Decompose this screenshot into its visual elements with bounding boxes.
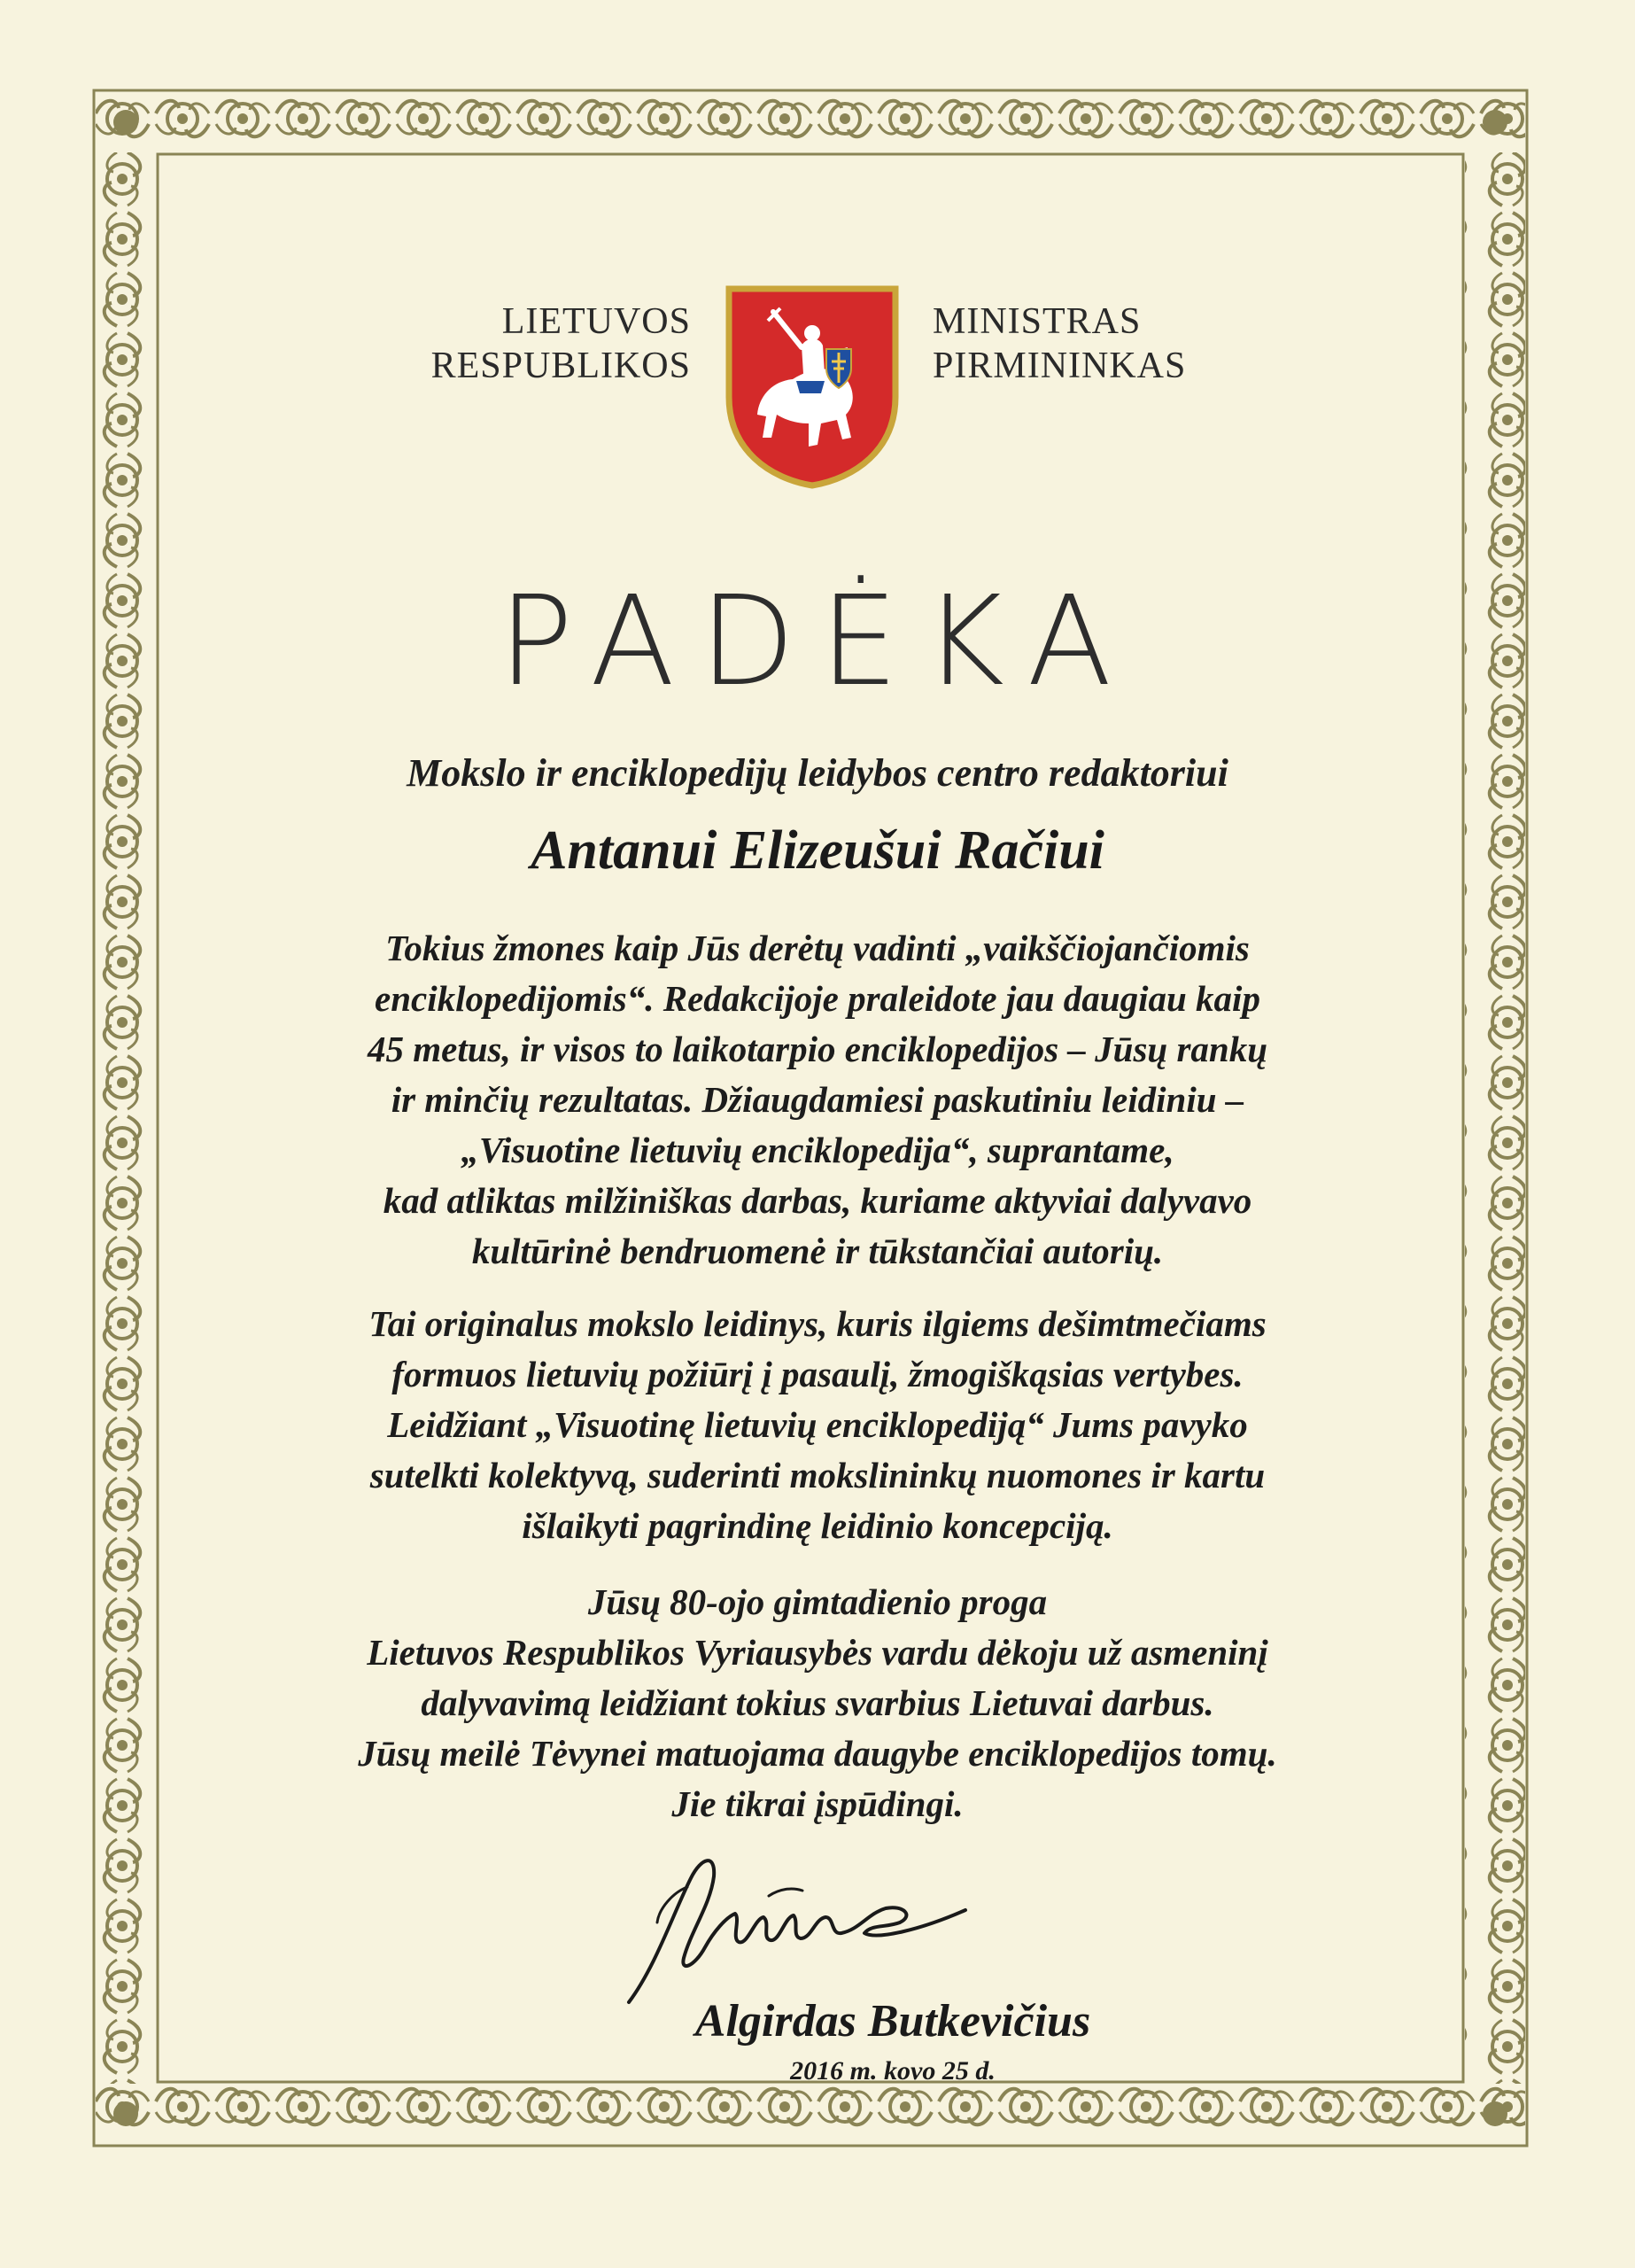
- recipient-name: Antanui Elizeušui Račiui: [531, 820, 1104, 881]
- paragraph-line: išlaikyti pagrindinę leidinio koncepciją.: [522, 1505, 1113, 1546]
- paragraph-line: formuos lietuvių požiūrį į pasaulį, žmogiškąsias vertybes.: [391, 1354, 1244, 1394]
- paragraph-line: Tokius žmones kaip Jūs derėtų vadinti „vaikščiojančiomis: [385, 928, 1250, 968]
- paragraph-line: kad atliktas milžiniškas darbas, kuriame aktyviai dalyvavo: [383, 1180, 1252, 1221]
- paragraph-2: [213, 1299, 1422, 1551]
- paragraph-line: sutelkti kolektyvą, suderinti mokslininkų nuomones ir kartu: [369, 1455, 1266, 1495]
- paragraph-line: „Visuotine lietuvių enciklopedija“, suprantame,: [461, 1130, 1174, 1170]
- signer-name: Algirdas Butkevičius: [694, 1996, 1091, 2047]
- paragraph-line: dalyvavimą leidžiant tokius svarbius Lietuvai darbus.: [421, 1682, 1214, 1723]
- paragraph-3: [213, 1577, 1422, 1829]
- handwritten-signature: [602, 1834, 1010, 2011]
- paragraph-line: Leidžiant „Visuotinę lietuvių enciklopediją“ Jums pavyko: [387, 1404, 1248, 1445]
- recipient-position: Mokslo ir enciklopedijų leidybos centro redaktoriui: [407, 751, 1228, 795]
- paragraph-1: [213, 923, 1422, 1277]
- paragraph-line: kultūrinė bendruomenė ir tūkstančiai autorių.: [471, 1231, 1164, 1271]
- document-title: PADĖKA: [498, 570, 1137, 714]
- header-left: [319, 299, 691, 388]
- header-right: [933, 299, 1305, 388]
- paragraph-line: 45 metus, ir visos to laikotarpio enciklopedijos – Jūsų rankų: [367, 1029, 1268, 1069]
- paragraph-line: enciklopedijomis“. Redakcijoje praleidote jau daugiau kaip: [375, 978, 1260, 1019]
- paragraph-line: Tai originalus mokslo leidinys, kuris ilgiems dešimtmečiams: [368, 1303, 1267, 1344]
- lithuania-coat-of-arms-icon: [722, 282, 903, 491]
- document-date: 2016 m. kovo 25 d.: [790, 2056, 996, 2085]
- paragraph-line: Jūsų meilė Tėvynei matuojama daugybe enciklopedijos tomų.: [358, 1733, 1277, 1774]
- paragraph-line: Lietuvos Respublikos Vyriausybės vardu dėkoju už asmeninį: [367, 1632, 1268, 1673]
- paragraph-line: Jie tikrai įspūdingi.: [671, 1783, 964, 1824]
- header-left-line2: RESPUBLIKOS: [430, 346, 691, 386]
- paragraph-line: ir minčių rezultatas. Džiaugdamiesi paskutiniu leidiniu –: [391, 1079, 1244, 1120]
- header-right-line2: PIRMININKAS: [933, 346, 1187, 386]
- header-left-line1: LIETUVOS: [501, 301, 691, 342]
- header-right-line1: MINISTRAS: [933, 301, 1142, 342]
- paragraph-line: Jūsų 80-ojo gimtadienio proga: [587, 1581, 1048, 1622]
